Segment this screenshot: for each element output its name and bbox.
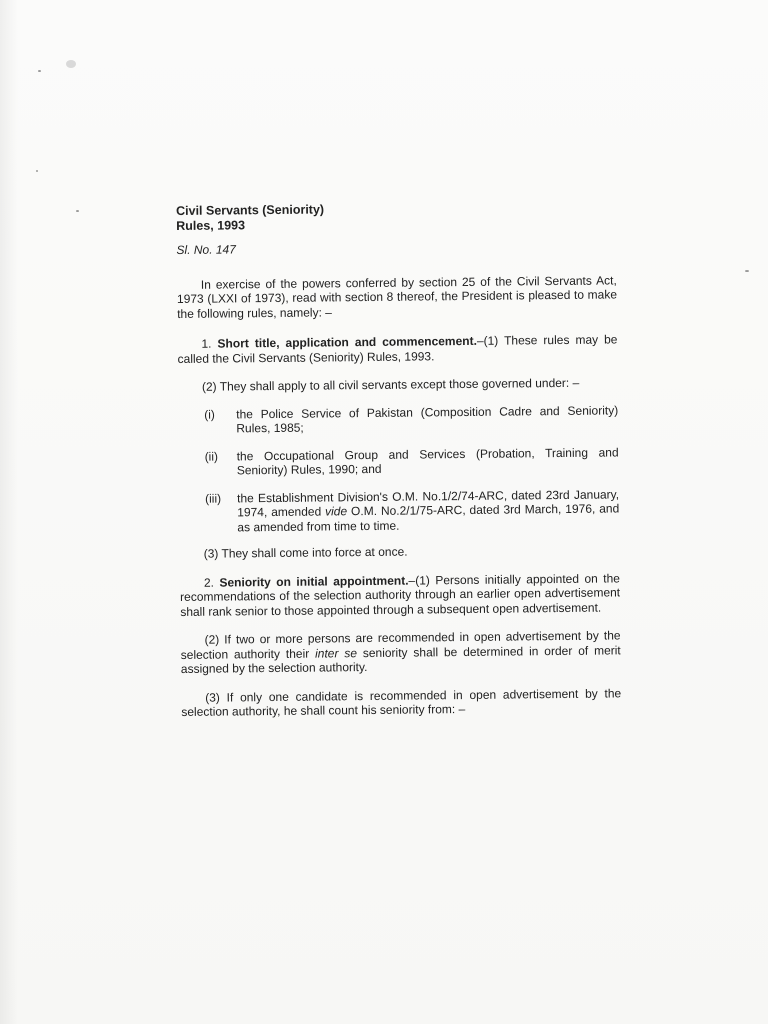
document-body: [176, 199, 621, 719]
rule-2-sub-2-part: seniority shall be determined in order of merit assigned by the selection authority.: [180, 642, 621, 676]
item-text: the Occupational Group and Services (Probation, Training and Seniority) Rules, 1990; and: [236, 444, 619, 478]
item-text-italic: vide: [325, 504, 348, 519]
item-text-part: O.M. No.2/1/75-ARC, dated 3rd March, 1976, and as amended from time to time.: [237, 501, 620, 534]
rule-1-heading: Short title, application and commencement.: [217, 333, 477, 351]
title-line-2: Rules, 1993: [176, 218, 246, 233]
rule-2-sub-2-italic: inter se: [314, 645, 358, 661]
rule-1-item: [205, 487, 619, 535]
rule-1-item: [205, 445, 619, 478]
scan-speck: [66, 60, 76, 68]
rule-2-text: –(1) Persons initially appointed on the recommendations of the selection authority through an earlier open advertisement shall rank senior to those appointed through a subsequent open advertisement.: [180, 570, 621, 619]
item-text: [237, 487, 619, 534]
item-number: (i): [204, 407, 215, 422]
rule-1-sub-2: (2) They shall apply to all civil servants except those governed under: –: [201, 375, 580, 394]
rule-1-number: 1.: [201, 336, 212, 351]
rule-1-sub-3: (3) They shall come into force at once.: [203, 544, 408, 561]
rule-2-heading: Seniority on initial appointment.: [219, 573, 409, 590]
scan-speck: [745, 270, 749, 272]
serial-number: Sl. No. 147: [176, 242, 236, 257]
rule-2-sub-2-part: (2) If two or more persons are recommended in open advertisement by the selection authority their: [180, 628, 621, 662]
rule-1-text: –(1) These rules may be called the Civil Servants (Seniority) Rules, 1993.: [177, 332, 618, 366]
rule-1: [177, 332, 617, 366]
title-line-1: Civil Servants (Seniority): [176, 202, 325, 218]
rule-1-item: [204, 403, 618, 436]
rule-2-sub-2: [180, 628, 620, 676]
scan-speck: [38, 70, 41, 72]
item-text: the Police Service of Pakistan (Composition Cadre and Seniority) Rules, 1985;: [236, 402, 619, 436]
document-title: [176, 199, 616, 234]
scan-speck: [36, 170, 38, 172]
rule-2: [180, 571, 620, 619]
rule-2-sub-3: (3) If only one candidate is recommended in open advertisement by the selection authority, he shall count his seniority from: –: [181, 685, 622, 719]
item-number: (iii): [205, 491, 222, 506]
scan-shadow: [0, 0, 18, 1024]
rule-2-number: 2.: [203, 575, 215, 590]
preamble: In exercise of the powers conferred by section 25 of the Civil Servants Act, 1973 (LXXI of 1973), read with section 8 thereof, the President is pleased to make the following rules, namely: –: [176, 272, 618, 321]
scan-speck: [76, 210, 79, 212]
item-text-part: the Establishment Division's O.M. No.1/2/74-ARC, dated 23rd January, 1974, amended: [237, 486, 620, 520]
item-number: (ii): [204, 449, 219, 464]
